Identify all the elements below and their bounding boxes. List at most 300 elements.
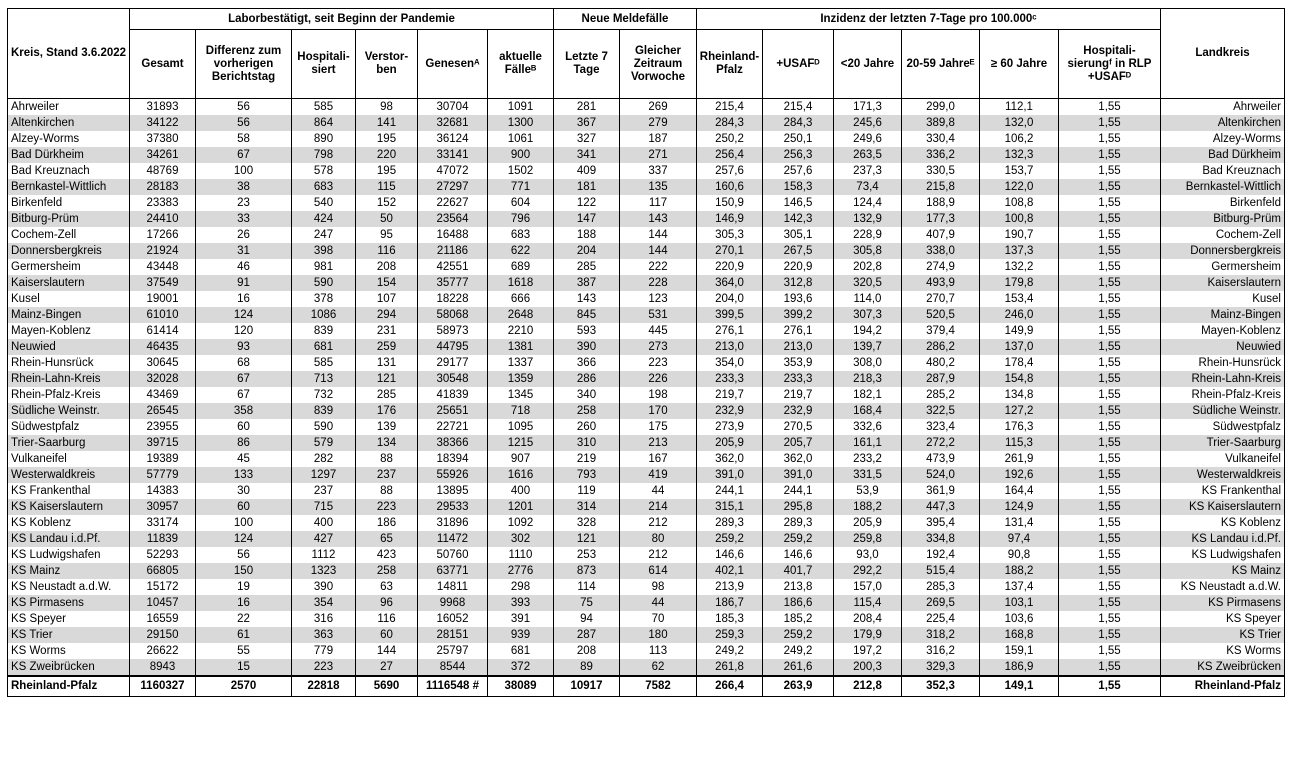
cell-landkreis: Südliche Weinstr. (1161, 403, 1285, 419)
cell-aktuelle-faelle: 604 (488, 195, 554, 211)
cell-gesamt: 26545 (130, 403, 196, 419)
cell-inzidenz-ab-60: 90,8 (980, 547, 1059, 563)
cell-kreis: Mayen-Koblenz (8, 323, 130, 339)
cell-differenz: 100 (196, 163, 292, 179)
cell-landkreis: Altenkirchen (1161, 115, 1285, 131)
cell-inzidenz-20-59: 379,4 (902, 323, 980, 339)
cell-inzidenz-ab-60: 178,4 (980, 355, 1059, 371)
cell-inzidenz-unter-20: 233,2 (834, 451, 902, 467)
cell-letzte-7-tage: 285 (554, 259, 620, 275)
cell-verstorben: 237 (356, 467, 418, 483)
cell-inzidenz-ab-60: 186,9 (980, 659, 1059, 676)
cell-inzidenz-20-59: 215,8 (902, 179, 980, 195)
cell-inzidenz-unter-20: 124,4 (834, 195, 902, 211)
cell-hospitalisierung: 1,55 (1059, 643, 1161, 659)
header-verstorben: Verstor- ben (356, 30, 418, 99)
cell-landkreis: KS Mainz (1161, 563, 1285, 579)
cell-hospitalisierung: 1,55 (1059, 307, 1161, 323)
cell-aktuelle-faelle: 1345 (488, 387, 554, 403)
cell-vorwoche: 213 (620, 435, 697, 451)
cell-inzidenz-rlp: 402,1 (697, 563, 763, 579)
table-row (8, 147, 1285, 163)
cell-hospitalisiert: 585 (292, 99, 356, 116)
cell-inzidenz-20-59: 274,9 (902, 259, 980, 275)
cell-hospitalisiert: 378 (292, 291, 356, 307)
cell-inzidenz-ab-60: 108,8 (980, 195, 1059, 211)
cell-hospitalisierung: 1,55 (1059, 339, 1161, 355)
cell-inzidenz-unter-20: 305,8 (834, 243, 902, 259)
cell-inzidenz-20-59: 520,5 (902, 307, 980, 323)
cell-landkreis: KS Neustadt a.d.W. (1161, 579, 1285, 595)
cell-inzidenz-ab-60: 168,8 (980, 627, 1059, 643)
cell-aktuelle-faelle: 2210 (488, 323, 554, 339)
cell-hospitalisiert: 779 (292, 643, 356, 659)
cell-genesen: 63771 (418, 563, 488, 579)
cell-hospitalisiert: 590 (292, 275, 356, 291)
cell-inzidenz-20-59: 361,9 (902, 483, 980, 499)
cell-inzidenz-ab-60: 134,8 (980, 387, 1059, 403)
cell-verstorben: 285 (356, 387, 418, 403)
cell-inzidenz-usaf: 250,1 (763, 131, 834, 147)
cell-genesen: 22721 (418, 419, 488, 435)
cell-hospitalisierung: 1,55 (1059, 467, 1161, 483)
total-aktuelle-faelle: 38089 (488, 676, 554, 697)
cell-inzidenz-unter-20: 197,2 (834, 643, 902, 659)
cell-aktuelle-faelle: 400 (488, 483, 554, 499)
cell-aktuelle-faelle: 298 (488, 579, 554, 595)
cell-vorwoche: 212 (620, 547, 697, 563)
cell-inzidenz-ab-60: 176,3 (980, 419, 1059, 435)
cell-landkreis: KS Ludwigshafen (1161, 547, 1285, 563)
cell-gesamt: 33174 (130, 515, 196, 531)
cell-gesamt: 48769 (130, 163, 196, 179)
table-row (8, 435, 1285, 451)
cell-inzidenz-rlp: 399,5 (697, 307, 763, 323)
cell-inzidenz-20-59: 286,2 (902, 339, 980, 355)
cell-kreis: Bitburg-Prüm (8, 211, 130, 227)
header-group-inzidenz: Inzidenz der letzten 7-Tage pro 100.000ᶜ (697, 9, 1161, 30)
cell-differenz: 67 (196, 371, 292, 387)
cell-inzidenz-20-59: 285,2 (902, 387, 980, 403)
cell-gesamt: 46435 (130, 339, 196, 355)
total-inzidenz-rlp: 266,4 (697, 676, 763, 697)
cell-hospitalisierung: 1,55 (1059, 579, 1161, 595)
cell-letzte-7-tage: 366 (554, 355, 620, 371)
cell-inzidenz-rlp: 219,7 (697, 387, 763, 403)
cell-inzidenz-20-59: 336,2 (902, 147, 980, 163)
cell-verstorben: 88 (356, 451, 418, 467)
cell-inzidenz-unter-20: 307,3 (834, 307, 902, 323)
cell-gesamt: 19389 (130, 451, 196, 467)
cell-landkreis: Kaiserslautern (1161, 275, 1285, 291)
cell-vorwoche: 180 (620, 627, 697, 643)
cell-inzidenz-rlp: 289,3 (697, 515, 763, 531)
cell-inzidenz-unter-20: 194,2 (834, 323, 902, 339)
cell-differenz: 30 (196, 483, 292, 499)
cell-vorwoche: 228 (620, 275, 697, 291)
cell-inzidenz-20-59: 225,4 (902, 611, 980, 627)
cell-inzidenz-unter-20: 308,0 (834, 355, 902, 371)
cell-hospitalisiert: 1297 (292, 467, 356, 483)
cell-gesamt: 34261 (130, 147, 196, 163)
cell-inzidenz-ab-60: 192,6 (980, 467, 1059, 483)
cell-inzidenz-unter-20: 292,2 (834, 563, 902, 579)
table-body (8, 99, 1285, 697)
cell-genesen: 35777 (418, 275, 488, 291)
cell-inzidenz-rlp: 261,8 (697, 659, 763, 676)
cell-letzte-7-tage: 121 (554, 531, 620, 547)
cell-letzte-7-tage: 286 (554, 371, 620, 387)
cell-kreis: Neuwied (8, 339, 130, 355)
cell-hospitalisierung: 1,55 (1059, 531, 1161, 547)
cell-kreis: Ahrweiler (8, 99, 130, 116)
cell-gesamt: 34122 (130, 115, 196, 131)
cell-inzidenz-usaf: 267,5 (763, 243, 834, 259)
cell-hospitalisierung: 1,55 (1059, 547, 1161, 563)
cell-inzidenz-ab-60: 149,9 (980, 323, 1059, 339)
cell-genesen: 32681 (418, 115, 488, 131)
cell-hospitalisierung: 1,55 (1059, 227, 1161, 243)
cell-inzidenz-rlp: 257,6 (697, 163, 763, 179)
cell-genesen: 36124 (418, 131, 488, 147)
cell-inzidenz-ab-60: 127,2 (980, 403, 1059, 419)
cell-hospitalisierung: 1,55 (1059, 195, 1161, 211)
cell-aktuelle-faelle: 302 (488, 531, 554, 547)
cell-gesamt: 37380 (130, 131, 196, 147)
cell-letzte-7-tage: 314 (554, 499, 620, 515)
cell-differenz: 46 (196, 259, 292, 275)
cell-letzte-7-tage: 253 (554, 547, 620, 563)
cell-verstorben: 107 (356, 291, 418, 307)
cell-differenz: 56 (196, 99, 292, 116)
cell-inzidenz-rlp: 256,4 (697, 147, 763, 163)
cell-inzidenz-ab-60: 115,3 (980, 435, 1059, 451)
cell-differenz: 56 (196, 115, 292, 131)
table-row (8, 531, 1285, 547)
table-row (8, 211, 1285, 227)
cell-differenz: 91 (196, 275, 292, 291)
cell-inzidenz-20-59: 480,2 (902, 355, 980, 371)
cell-inzidenz-unter-20: 263,5 (834, 147, 902, 163)
cell-inzidenz-20-59: 407,9 (902, 227, 980, 243)
cell-differenz: 67 (196, 387, 292, 403)
cell-kreis: Bad Kreuznach (8, 163, 130, 179)
cell-inzidenz-unter-20: 73,4 (834, 179, 902, 195)
cell-differenz: 56 (196, 547, 292, 563)
cell-differenz: 23 (196, 195, 292, 211)
cell-inzidenz-usaf: 259,2 (763, 627, 834, 643)
cell-letzte-7-tage: 327 (554, 131, 620, 147)
cell-inzidenz-usaf: 185,2 (763, 611, 834, 627)
cell-inzidenz-ab-60: 164,4 (980, 483, 1059, 499)
cell-verstorben: 65 (356, 531, 418, 547)
cell-hospitalisierung: 1,55 (1059, 659, 1161, 676)
cell-aktuelle-faelle: 1201 (488, 499, 554, 515)
cell-gesamt: 16559 (130, 611, 196, 627)
cell-inzidenz-ab-60: 103,6 (980, 611, 1059, 627)
cell-hospitalisierung: 1,55 (1059, 403, 1161, 419)
table-row (8, 195, 1285, 211)
cell-verstorben: 116 (356, 243, 418, 259)
cell-inzidenz-ab-60: 137,0 (980, 339, 1059, 355)
cell-verstorben: 121 (356, 371, 418, 387)
cell-hospitalisierung: 1,55 (1059, 211, 1161, 227)
cell-verstorben: 115 (356, 179, 418, 195)
cell-inzidenz-20-59: 299,0 (902, 99, 980, 116)
header-rheinland-pfalz: Rheinland- Pfalz (697, 30, 763, 99)
cell-genesen: 8544 (418, 659, 488, 676)
cell-verstorben: 96 (356, 595, 418, 611)
cell-vorwoche: 70 (620, 611, 697, 627)
cell-genesen: 23564 (418, 211, 488, 227)
cell-differenz: 68 (196, 355, 292, 371)
cell-inzidenz-usaf: 146,5 (763, 195, 834, 211)
cell-vorwoche: 123 (620, 291, 697, 307)
total-vorwoche: 7582 (620, 676, 697, 697)
cell-aktuelle-faelle: 1061 (488, 131, 554, 147)
cell-gesamt: 23383 (130, 195, 196, 211)
cell-inzidenz-usaf: 244,1 (763, 483, 834, 499)
cell-inzidenz-rlp: 213,9 (697, 579, 763, 595)
cell-gesamt: 11839 (130, 531, 196, 547)
cell-letzte-7-tage: 390 (554, 339, 620, 355)
cell-kreis: Südwestpfalz (8, 419, 130, 435)
cell-letzte-7-tage: 258 (554, 403, 620, 419)
cell-inzidenz-ab-60: 153,7 (980, 163, 1059, 179)
cell-inzidenz-ab-60: 154,8 (980, 371, 1059, 387)
cell-hospitalisierung: 1,55 (1059, 131, 1161, 147)
cell-differenz: 22 (196, 611, 292, 627)
cell-differenz: 67 (196, 147, 292, 163)
cell-letzte-7-tage: 287 (554, 627, 620, 643)
cell-letzte-7-tage: 845 (554, 307, 620, 323)
cell-genesen: 47072 (418, 163, 488, 179)
cell-genesen: 44795 (418, 339, 488, 355)
cell-inzidenz-usaf: 401,7 (763, 563, 834, 579)
cell-verstorben: 134 (356, 435, 418, 451)
cell-kreis: KS Ludwigshafen (8, 547, 130, 563)
cell-gesamt: 15172 (130, 579, 196, 595)
cell-aktuelle-faelle: 1092 (488, 515, 554, 531)
cell-differenz: 60 (196, 419, 292, 435)
cell-aktuelle-faelle: 2776 (488, 563, 554, 579)
cell-inzidenz-ab-60: 100,8 (980, 211, 1059, 227)
cell-inzidenz-unter-20: 202,8 (834, 259, 902, 275)
table-row (8, 387, 1285, 403)
cell-inzidenz-usaf: 256,3 (763, 147, 834, 163)
cell-gesamt: 61414 (130, 323, 196, 339)
cell-inzidenz-20-59: 177,3 (902, 211, 980, 227)
cell-verstorben: 50 (356, 211, 418, 227)
cell-inzidenz-usaf: 205,7 (763, 435, 834, 451)
cell-inzidenz-usaf: 276,1 (763, 323, 834, 339)
header-kreis: Kreis, Stand 3.6.2022 (8, 9, 130, 99)
cell-kreis: Germersheim (8, 259, 130, 275)
table-row (8, 307, 1285, 323)
cell-landkreis: KS Kaiserslautern (1161, 499, 1285, 515)
cell-inzidenz-unter-20: 331,5 (834, 467, 902, 483)
cell-differenz: 100 (196, 515, 292, 531)
header-vorwoche: Gleicher Zeitraum Vorwoche (620, 30, 697, 99)
cell-inzidenz-rlp: 213,0 (697, 339, 763, 355)
cell-aktuelle-faelle: 683 (488, 227, 554, 243)
header-letzte-7-tage: Letzte 7 Tage (554, 30, 620, 99)
cell-vorwoche: 337 (620, 163, 697, 179)
header-genesen: Genesenᴬ (418, 30, 488, 99)
cell-hospitalisiert: 1086 (292, 307, 356, 323)
table-row (8, 227, 1285, 243)
cell-inzidenz-ab-60: 137,4 (980, 579, 1059, 595)
table-row (8, 323, 1285, 339)
cell-vorwoche: 273 (620, 339, 697, 355)
cell-kreis: Rhein-Pfalz-Kreis (8, 387, 130, 403)
cell-inzidenz-unter-20: 168,4 (834, 403, 902, 419)
cell-letzte-7-tage: 409 (554, 163, 620, 179)
cell-kreis: Westerwaldkreis (8, 467, 130, 483)
cell-inzidenz-20-59: 473,9 (902, 451, 980, 467)
cell-verstorben: 141 (356, 115, 418, 131)
cell-verstorben: 195 (356, 163, 418, 179)
cell-differenz: 55 (196, 643, 292, 659)
cell-landkreis: Donnersbergkreis (1161, 243, 1285, 259)
cell-aktuelle-faelle: 1337 (488, 355, 554, 371)
total-hospitalisiert: 22818 (292, 676, 356, 697)
cell-hospitalisierung: 1,55 (1059, 499, 1161, 515)
cell-hospitalisiert: 424 (292, 211, 356, 227)
cell-hospitalisiert: 590 (292, 419, 356, 435)
cell-hospitalisiert: 398 (292, 243, 356, 259)
cell-gesamt: 28183 (130, 179, 196, 195)
cell-genesen: 55926 (418, 467, 488, 483)
cell-kreis: Rhein-Lahn-Kreis (8, 371, 130, 387)
cell-inzidenz-usaf: 232,9 (763, 403, 834, 419)
cell-inzidenz-rlp: 315,1 (697, 499, 763, 515)
total-inzidenz-20-59: 352,3 (902, 676, 980, 697)
cell-vorwoche: 271 (620, 147, 697, 163)
cell-inzidenz-20-59: 395,4 (902, 515, 980, 531)
cell-kreis: KS Zweibrücken (8, 659, 130, 676)
cell-inzidenz-ab-60: 188,2 (980, 563, 1059, 579)
table-row (8, 659, 1285, 676)
cell-vorwoche: 44 (620, 483, 697, 499)
cell-verstorben: 154 (356, 275, 418, 291)
cell-inzidenz-20-59: 493,9 (902, 275, 980, 291)
cell-kreis: KS Neustadt a.d.W. (8, 579, 130, 595)
cell-inzidenz-unter-20: 208,4 (834, 611, 902, 627)
cell-verstorben: 152 (356, 195, 418, 211)
table-row (8, 99, 1285, 116)
cell-vorwoche: 144 (620, 227, 697, 243)
cell-differenz: 120 (196, 323, 292, 339)
total-gesamt: 1160327 (130, 676, 196, 697)
table-row (8, 355, 1285, 371)
cell-gesamt: 43448 (130, 259, 196, 275)
cell-aktuelle-faelle: 1618 (488, 275, 554, 291)
table-row (8, 627, 1285, 643)
cell-inzidenz-rlp: 232,9 (697, 403, 763, 419)
cell-inzidenz-rlp: 160,6 (697, 179, 763, 195)
cell-vorwoche: 170 (620, 403, 697, 419)
cell-hospitalisiert: 715 (292, 499, 356, 515)
cell-hospitalisiert: 864 (292, 115, 356, 131)
cell-hospitalisierung: 1,55 (1059, 179, 1161, 195)
cell-letzte-7-tage: 340 (554, 387, 620, 403)
cell-differenz: 15 (196, 659, 292, 676)
cell-hospitalisierung: 1,55 (1059, 259, 1161, 275)
cell-aktuelle-faelle: 907 (488, 451, 554, 467)
cell-inzidenz-unter-20: 237,3 (834, 163, 902, 179)
cell-aktuelle-faelle: 393 (488, 595, 554, 611)
cell-kreis: Altenkirchen (8, 115, 130, 131)
cell-landkreis: Germersheim (1161, 259, 1285, 275)
table-row (8, 179, 1285, 195)
cell-inzidenz-unter-20: 182,1 (834, 387, 902, 403)
cell-inzidenz-20-59: 334,8 (902, 531, 980, 547)
cell-inzidenz-ab-60: 106,2 (980, 131, 1059, 147)
cell-verstorben: 258 (356, 563, 418, 579)
cell-hospitalisierung: 1,55 (1059, 435, 1161, 451)
cell-aktuelle-faelle: 372 (488, 659, 554, 676)
cell-inzidenz-rlp: 259,3 (697, 627, 763, 643)
table-row (8, 483, 1285, 499)
cell-gesamt: 57779 (130, 467, 196, 483)
cell-inzidenz-usaf: 289,3 (763, 515, 834, 531)
cell-letzte-7-tage: 219 (554, 451, 620, 467)
cell-hospitalisiert: 890 (292, 131, 356, 147)
cell-gesamt: 37549 (130, 275, 196, 291)
cell-inzidenz-ab-60: 179,8 (980, 275, 1059, 291)
cell-vorwoche: 279 (620, 115, 697, 131)
cell-inzidenz-ab-60: 190,7 (980, 227, 1059, 243)
cell-aktuelle-faelle: 681 (488, 643, 554, 659)
cell-hospitalisiert: 713 (292, 371, 356, 387)
cell-inzidenz-20-59: 524,0 (902, 467, 980, 483)
cell-genesen: 29177 (418, 355, 488, 371)
cell-landkreis: Mayen-Koblenz (1161, 323, 1285, 339)
cell-kreis: KS Worms (8, 643, 130, 659)
cell-letzte-7-tage: 281 (554, 99, 620, 116)
cell-inzidenz-usaf: 213,0 (763, 339, 834, 355)
cell-kreis: KS Koblenz (8, 515, 130, 531)
cell-aktuelle-faelle: 1110 (488, 547, 554, 563)
cell-landkreis: Ahrweiler (1161, 99, 1285, 116)
table-row (8, 547, 1285, 563)
cell-differenz: 58 (196, 131, 292, 147)
cell-genesen: 38366 (418, 435, 488, 451)
total-letzte-7-tage: 10917 (554, 676, 620, 697)
cell-gesamt: 17266 (130, 227, 196, 243)
cell-hospitalisierung: 1,55 (1059, 323, 1161, 339)
cell-vorwoche: 117 (620, 195, 697, 211)
cell-letzte-7-tage: 793 (554, 467, 620, 483)
cell-landkreis: KS Worms (1161, 643, 1285, 659)
cell-inzidenz-rlp: 220,9 (697, 259, 763, 275)
cell-inzidenz-unter-20: 320,5 (834, 275, 902, 291)
cell-genesen: 25797 (418, 643, 488, 659)
cell-inzidenz-usaf: 305,1 (763, 227, 834, 243)
cell-genesen: 58068 (418, 307, 488, 323)
cell-inzidenz-unter-20: 157,0 (834, 579, 902, 595)
cell-verstorben: 116 (356, 611, 418, 627)
cell-inzidenz-rlp: 249,2 (697, 643, 763, 659)
cell-letzte-7-tage: 122 (554, 195, 620, 211)
cell-letzte-7-tage: 114 (554, 579, 620, 595)
cell-inzidenz-ab-60: 122,0 (980, 179, 1059, 195)
cell-gesamt: 61010 (130, 307, 196, 323)
cell-vorwoche: 187 (620, 131, 697, 147)
cell-aktuelle-faelle: 1095 (488, 419, 554, 435)
cell-vorwoche: 113 (620, 643, 697, 659)
